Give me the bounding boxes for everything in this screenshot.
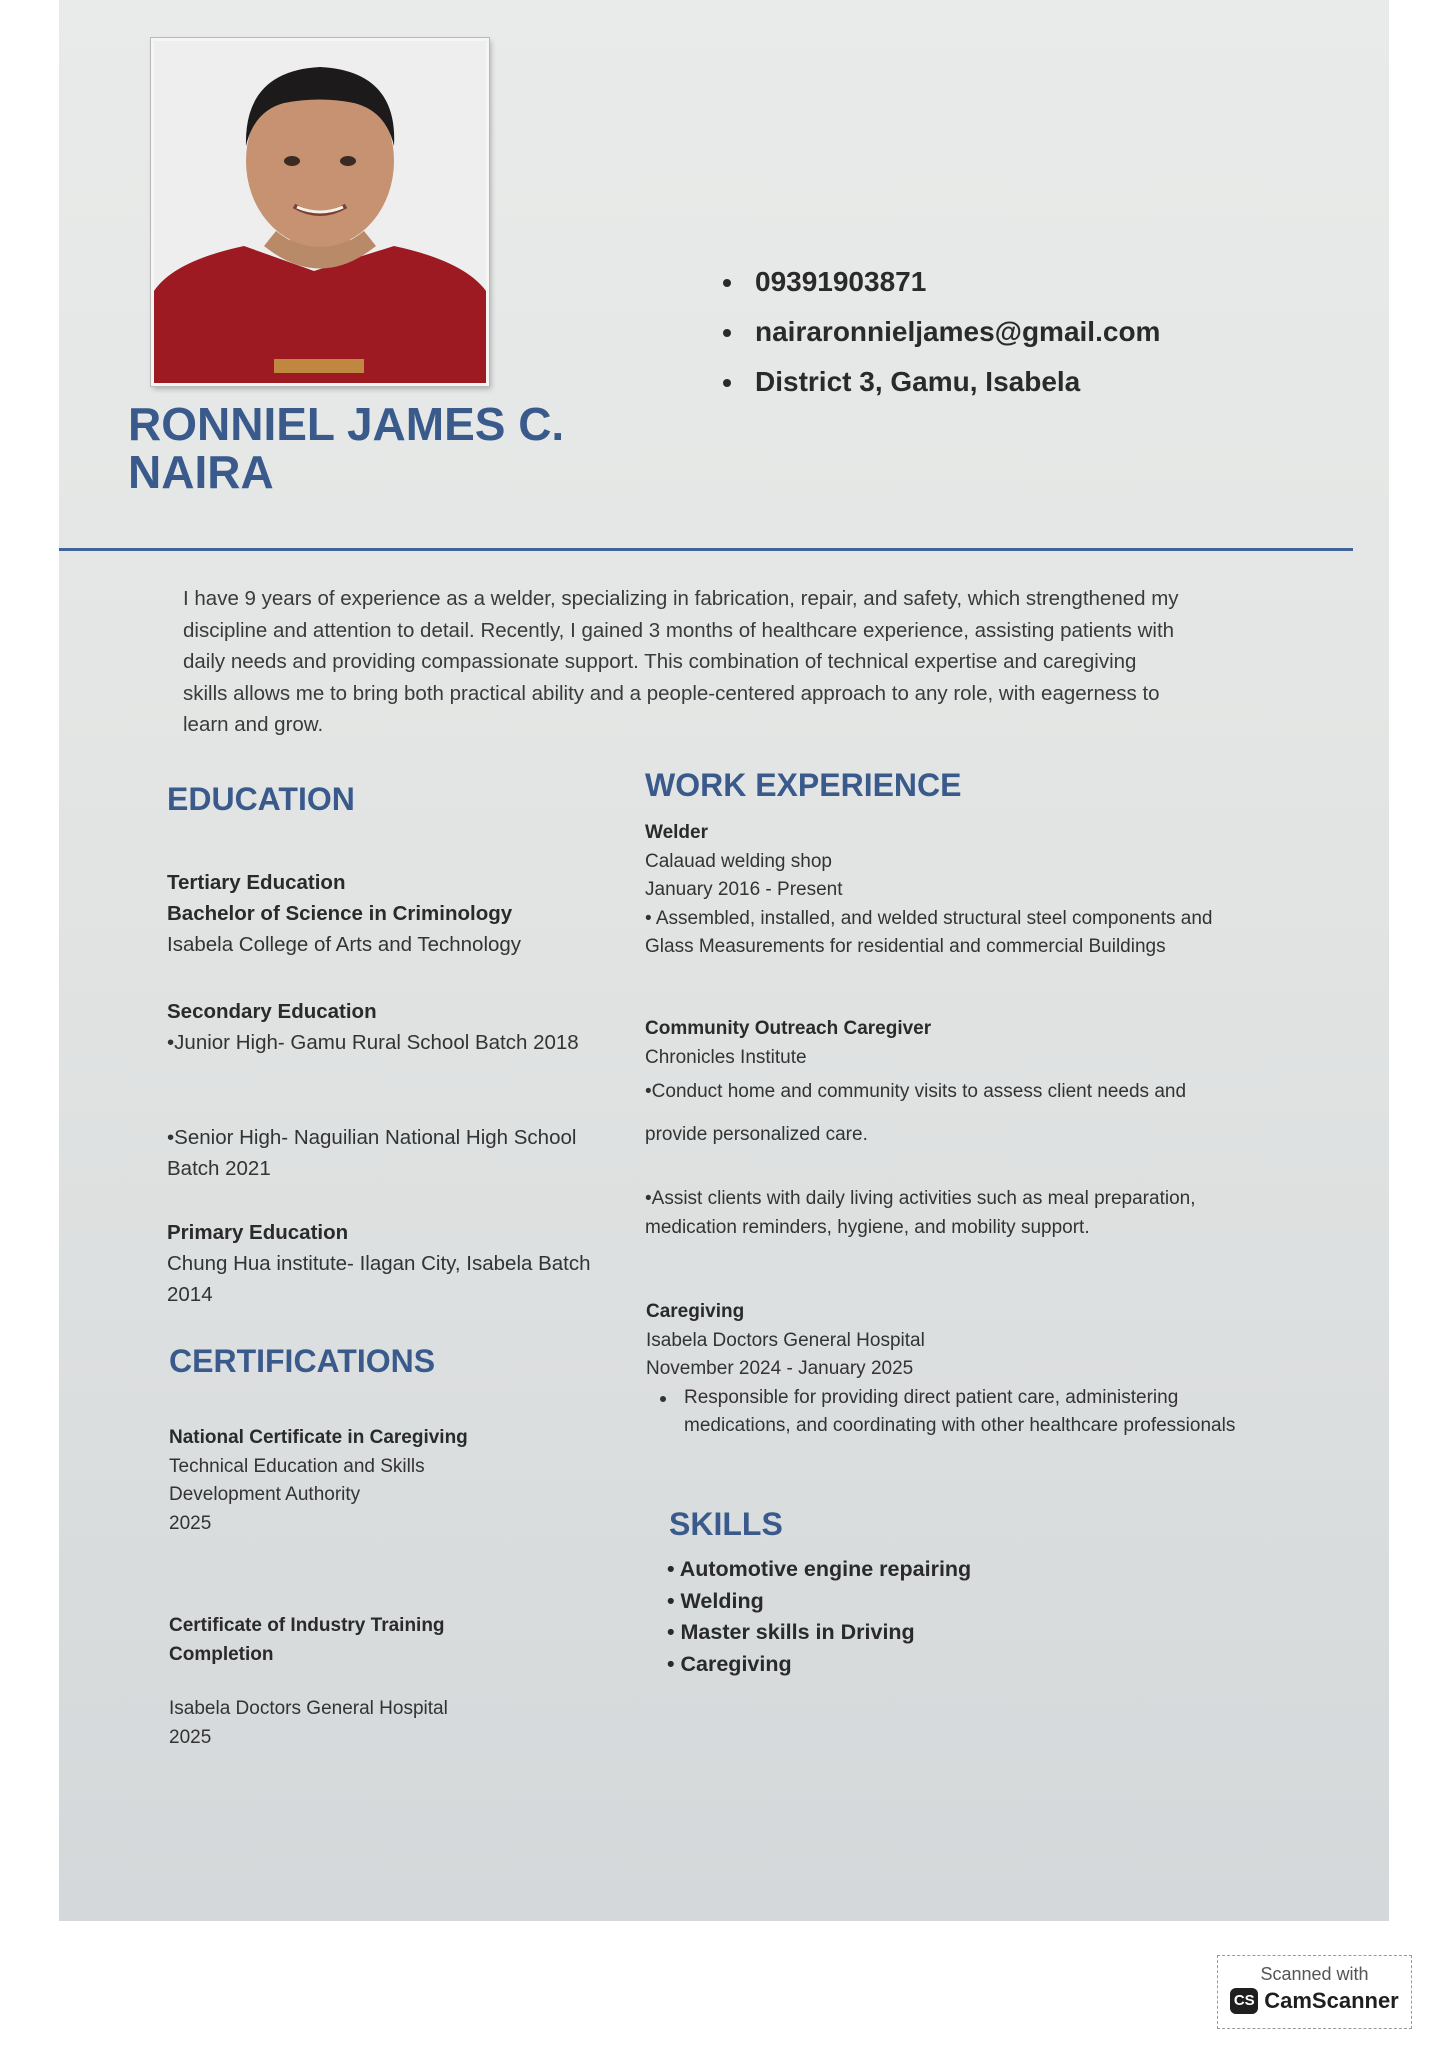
scanner-brand <box>1218 1988 1411 2014</box>
certification-item <box>169 1612 509 1669</box>
primary-school: Chung Hua institute- Ilagan City, Isabela Batch 2014 <box>167 1252 591 1306</box>
job-company: Isabela Doctors General Hospital <box>646 1329 925 1351</box>
certification-year: 2025 <box>169 1726 212 1748</box>
contact-list <box>723 257 1160 407</box>
certification-item <box>169 1424 509 1538</box>
portrait-image <box>154 41 486 383</box>
certification-issuer: Isabela Doctors General Hospital <box>169 1698 448 1719</box>
secondary-section <box>167 996 587 1058</box>
job-detail: • Assembled, installed, and welded structural steel components and Glass Measurements for residential and commercial Buildings <box>645 907 1213 957</box>
job-detail: Responsible for providing direct patient care, administering medications, and coordinating with other healthcare professionals <box>646 1384 1254 1441</box>
job-company: Calauad welding shop <box>645 850 832 872</box>
secondary-senior: •Senior High- Naguilian National High School Batch 2021 <box>167 1126 577 1180</box>
job-title: Welder <box>645 822 709 843</box>
job-detail-continued: provide personalized care. <box>645 1123 868 1145</box>
job-outreach-detail <box>645 1185 1215 1242</box>
primary-title: Primary Education <box>167 1221 349 1244</box>
education-section <box>167 867 607 960</box>
job-detail: •Conduct home and community visits to assess client needs and <box>645 1081 1187 1102</box>
skills-list <box>667 1554 1087 1680</box>
contact-address: District 3, Gamu, Isabela <box>723 357 1160 407</box>
skill-item: • Welding <box>667 1588 764 1613</box>
camscanner-watermark <box>1217 1955 1412 2029</box>
job-title: Community Outreach Caregiver <box>645 1018 932 1039</box>
skill-item: • Master skills in Driving <box>667 1620 915 1644</box>
job-caregiving <box>646 1298 1266 1441</box>
certification-issuer: Technical Education and Skills Development Authority <box>169 1455 425 1505</box>
education-heading: EDUCATION <box>167 781 355 817</box>
secondary-junior: •Junior High- Gamu Rural School Batch 2018 <box>167 1031 579 1054</box>
certification-title: Certificate of Industry Training Completion <box>169 1615 445 1665</box>
camscanner-logo-icon: CS <box>1230 1988 1258 2014</box>
contact-email: nairaronnieljames@gmail.com <box>723 307 1160 357</box>
job-dates: November 2024 - January 2025 <box>646 1358 914 1379</box>
scanner-name: CamScanner <box>1264 1988 1399 2013</box>
tertiary-title: Tertiary Education <box>167 871 346 894</box>
skill-item: • Automotive engine repairing <box>667 1557 972 1581</box>
summary-paragraph: I have 9 years of experience as a welder, specializing in fabrication, repair, and safety, which strengthened my discipline and attention to detail. Recently, I gained 3 months of healthcare experience, assisting patients with daily needs and providing compassionate support. This combination of technical expertise and caregiving skills allows me to bring both practical ability and a people-centered approach to any role, with eagerness to learn and grow. <box>183 587 1179 736</box>
tertiary-degree: Bachelor of Science in Criminology <box>167 902 513 925</box>
job-company: Chronicles Institute <box>645 1046 807 1068</box>
job-dates: January 2016 - Present <box>645 879 843 900</box>
certification-year: 2025 <box>169 1512 212 1534</box>
job-welder <box>645 819 1265 962</box>
candidate-name: RONNIEL JAMES C. NAIRA <box>128 398 565 498</box>
work-experience-heading: WORK EXPERIENCE <box>645 767 962 803</box>
certifications-heading: CERTIFICATIONS <box>169 1343 436 1379</box>
job-detail: •Assist clients with daily living activities such as meal preparation, medication reminders, hygiene, and mobility support. <box>645 1188 1196 1238</box>
secondary-title: Secondary Education <box>167 1000 377 1023</box>
primary-section <box>167 1217 607 1310</box>
skill-item: • Caregiving <box>667 1651 792 1676</box>
header-divider <box>59 548 1353 551</box>
certification-item-details <box>169 1695 509 1752</box>
resume-page <box>59 0 1389 1921</box>
skills-heading: SKILLS <box>669 1506 783 1542</box>
certification-title: National Certificate in Caregiving <box>169 1427 468 1448</box>
secondary-senior-block <box>167 1122 587 1184</box>
scanner-caption: Scanned with <box>1260 1964 1369 1984</box>
contact-phone: 09391903871 <box>723 257 1160 307</box>
job-outreach <box>645 1015 1285 1149</box>
job-title: Caregiving <box>646 1301 745 1322</box>
profile-photo <box>151 38 489 386</box>
tertiary-school: Isabela College of Arts and Technology <box>167 933 522 956</box>
